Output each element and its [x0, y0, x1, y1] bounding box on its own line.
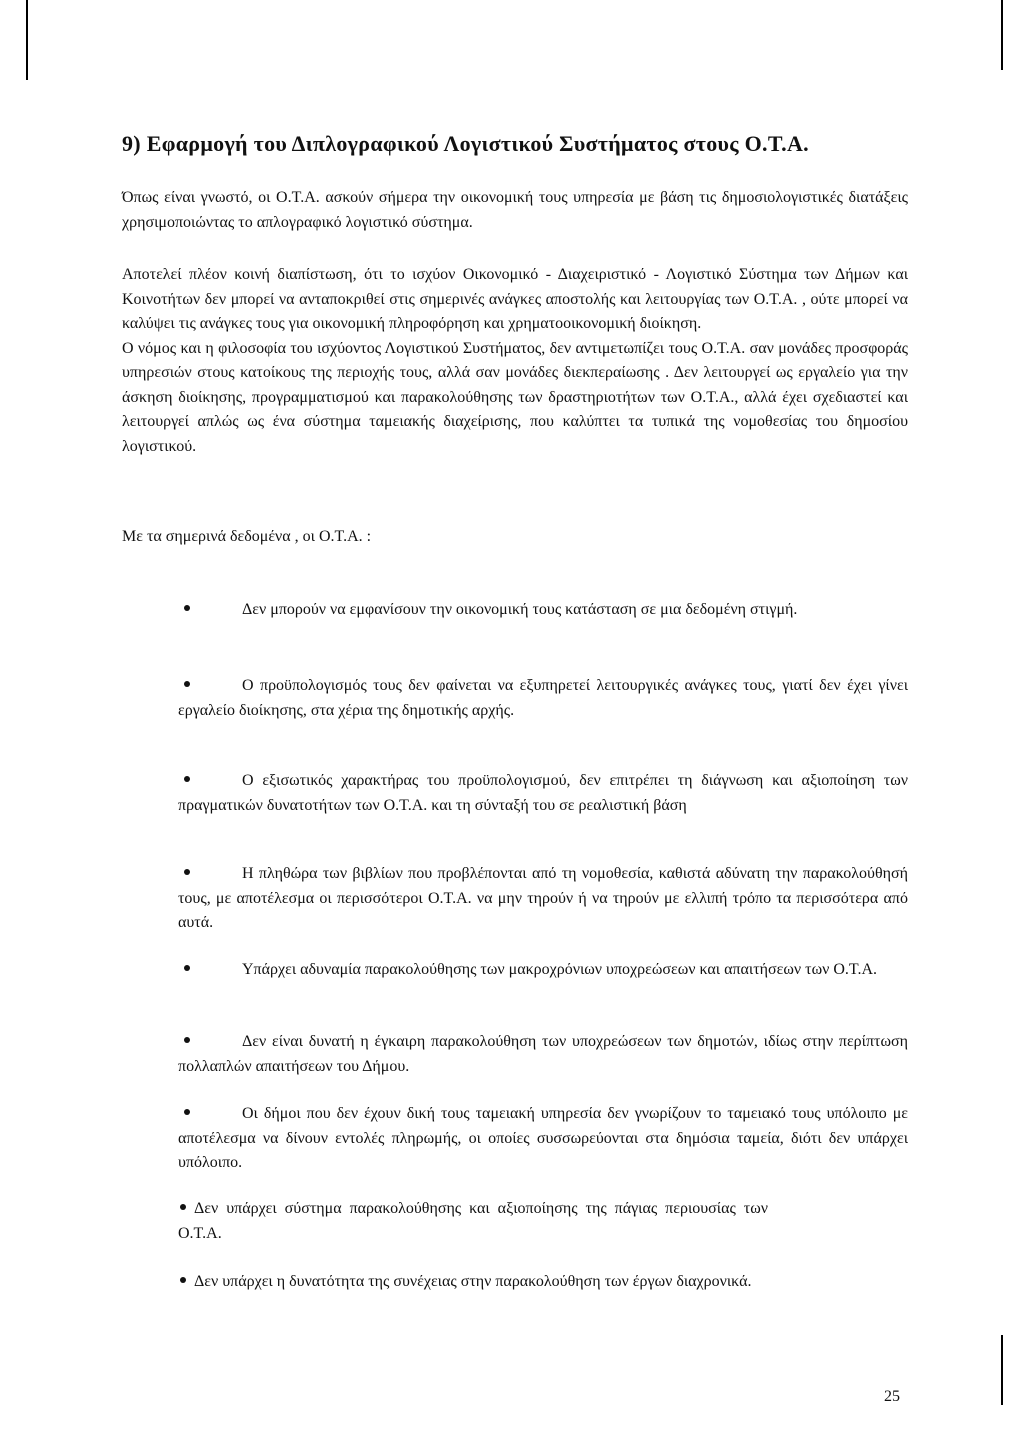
bullet-dot-icon [184, 605, 190, 611]
scan-edge-left [26, 0, 28, 80]
list-item [178, 674, 908, 723]
bullet-dot-icon [180, 1277, 186, 1283]
bullet-dot-icon [184, 776, 190, 782]
list-item [178, 1197, 768, 1246]
list-item [178, 1030, 908, 1079]
bullet-dot-icon [184, 869, 190, 875]
list-item [178, 1270, 768, 1295]
list-item [178, 862, 908, 936]
bullet-dot-icon [184, 681, 190, 687]
scan-edge-right-bottom [1001, 1335, 1003, 1405]
analysis-block [122, 263, 908, 459]
list-item-text: Δεν υπάρχει η δυνατότητα της συνέχειας στην παρακολούθηση των έργων διαχρονικά. [194, 1273, 752, 1290]
bullet-dot-icon [180, 1204, 186, 1210]
analysis-paragraph-1: Αποτελεί πλέον κοινή διαπίστωση, ότι το ισχύον Οικονομικό - Διαχειριστικό - Λογιστικό Σύστημα των Δήμων και Κοινοτήτων δεν μπορεί να ανταποκριθεί στις σημερινές ανάγκες αποστολής και λειτουργίας των Ο.Τ.Α. , ούτε μπορεί να καλύψει τις ανάγκες τους για οικονομική πληροφόρηση και χρηματοοικονομική διοίκηση. [122, 266, 908, 332]
list-item [178, 1102, 908, 1176]
list-item-text: Οι δήμοι που δεν έχουν δική τους ταμειακή υπηρεσία δεν γνωρίζουν το ταμειακό τους υπόλοιπο με αποτέλεσμα να δίνουν εντολές πληρωμής, οι οποίες συσσωρεύονται στα δημόσια ταμεία, διότι δεν υπάρχει υπόλοιπο. [178, 1105, 908, 1171]
list-item [178, 598, 908, 623]
bullet-dot-icon [184, 965, 190, 971]
page-number: 25 [884, 1388, 900, 1405]
list-item [178, 958, 908, 983]
bullet-lead-in: Με τα σημερινά δεδομένα , οι Ο.Τ.Α. : [122, 528, 372, 545]
list-item [178, 769, 908, 818]
list-item-text: Ο προϋπολογισμός τους δεν φαίνεται να εξυπηρετεί λειτουργικές ανάγκες τους, γιατί δεν έχει γίνει εργαλείο διοίκησης, στα χέρια της δημοτικής αρχής. [178, 677, 908, 719]
list-item-text: Υπάρχει αδυναμία παρακολούθησης των μακροχρόνιων υποχρεώσεων και απαιτήσεων των Ο.Τ.Α. [242, 961, 878, 978]
section-title: 9) Εφαρμογή του Διπλογραφικού Λογιστικού Συστήματος στους Ο.Τ.Α. [122, 131, 809, 156]
analysis-paragraph-2: Ο νόμος και η φιλοσοφία του ισχύοντος Λογιστικού Συστήματος, δεν αντιμετωπίζει τους Ο.Τ.Α. σαν μονάδες προσφοράς υπηρεσιών στους κατοίκους της περιοχής τους, αλλά σαν μονάδες διεκπεραίωσης . Δεν λειτουργεί ως εργαλείο για την άσκηση διοίκησης, προγραμματισμού και παρακολούθησης των δραστηριοτήτων των Ο.Τ.Α., αλλά έχει σχεδιαστεί και λειτουργεί απλώς ως ένα σύστημα ταμειακής διαχείρισης, που καλύπτει τα τυπικά της νομοθεσίας του δημοσίου λογιστικού. [122, 339, 908, 455]
bullet-dot-icon [184, 1109, 190, 1115]
list-item-text: Ο εξισωτικός χαρακτήρας του προϋπολογισμού, δεν επιτρέπει τη διάγνωση και αξιοποίηση των πραγματικών δυνατοτήτων των Ο.Τ.Α. και τη σύνταξή του σε ρεαλιστική βάση [178, 772, 908, 814]
scan-edge-right-top [1001, 0, 1003, 70]
list-item-text: Η πληθώρα των βιβλίων που προβλέπονται από τη νομοθεσία, καθιστά αδύνατη την παρακολούθησή τους, με αποτέλεσμα οι περισσότεροι Ο.Τ.Α. να μην τηρούν ή να τηρούν με ελλιπή τρόπο τα περισσότερα από αυτά. [178, 865, 908, 931]
list-item-text: Δεν μπορούν να εμφανίσουν την οικονομική τους κατάσταση σε μια δεδομένη στιγμή. [242, 601, 798, 618]
bullet-dot-icon [184, 1037, 190, 1043]
intro-paragraph: Όπως είναι γνωστό, οι Ο.Τ.Α. ασκούν σήμερα την οικονομική τους υπηρεσία με βάση τις δημοσιολογιστικές διατάξεις χρησιμοποιώντας το απλογραφικό λογιστικό σύστημα. [122, 189, 908, 231]
list-item-text: Δεν είναι δυνατή η έγκαιρη παρακολούθηση των υποχρεώσεων των δημοτών, ιδίως στην περίπτωση πολλαπλών απαιτήσεων του Δήμου. [178, 1033, 908, 1075]
list-item-text: Δεν υπάρχει σύστημα παρακολούθησης και αξιοποίησης της πάγιας περιουσίας των Ο.Τ.Α. [178, 1200, 768, 1242]
